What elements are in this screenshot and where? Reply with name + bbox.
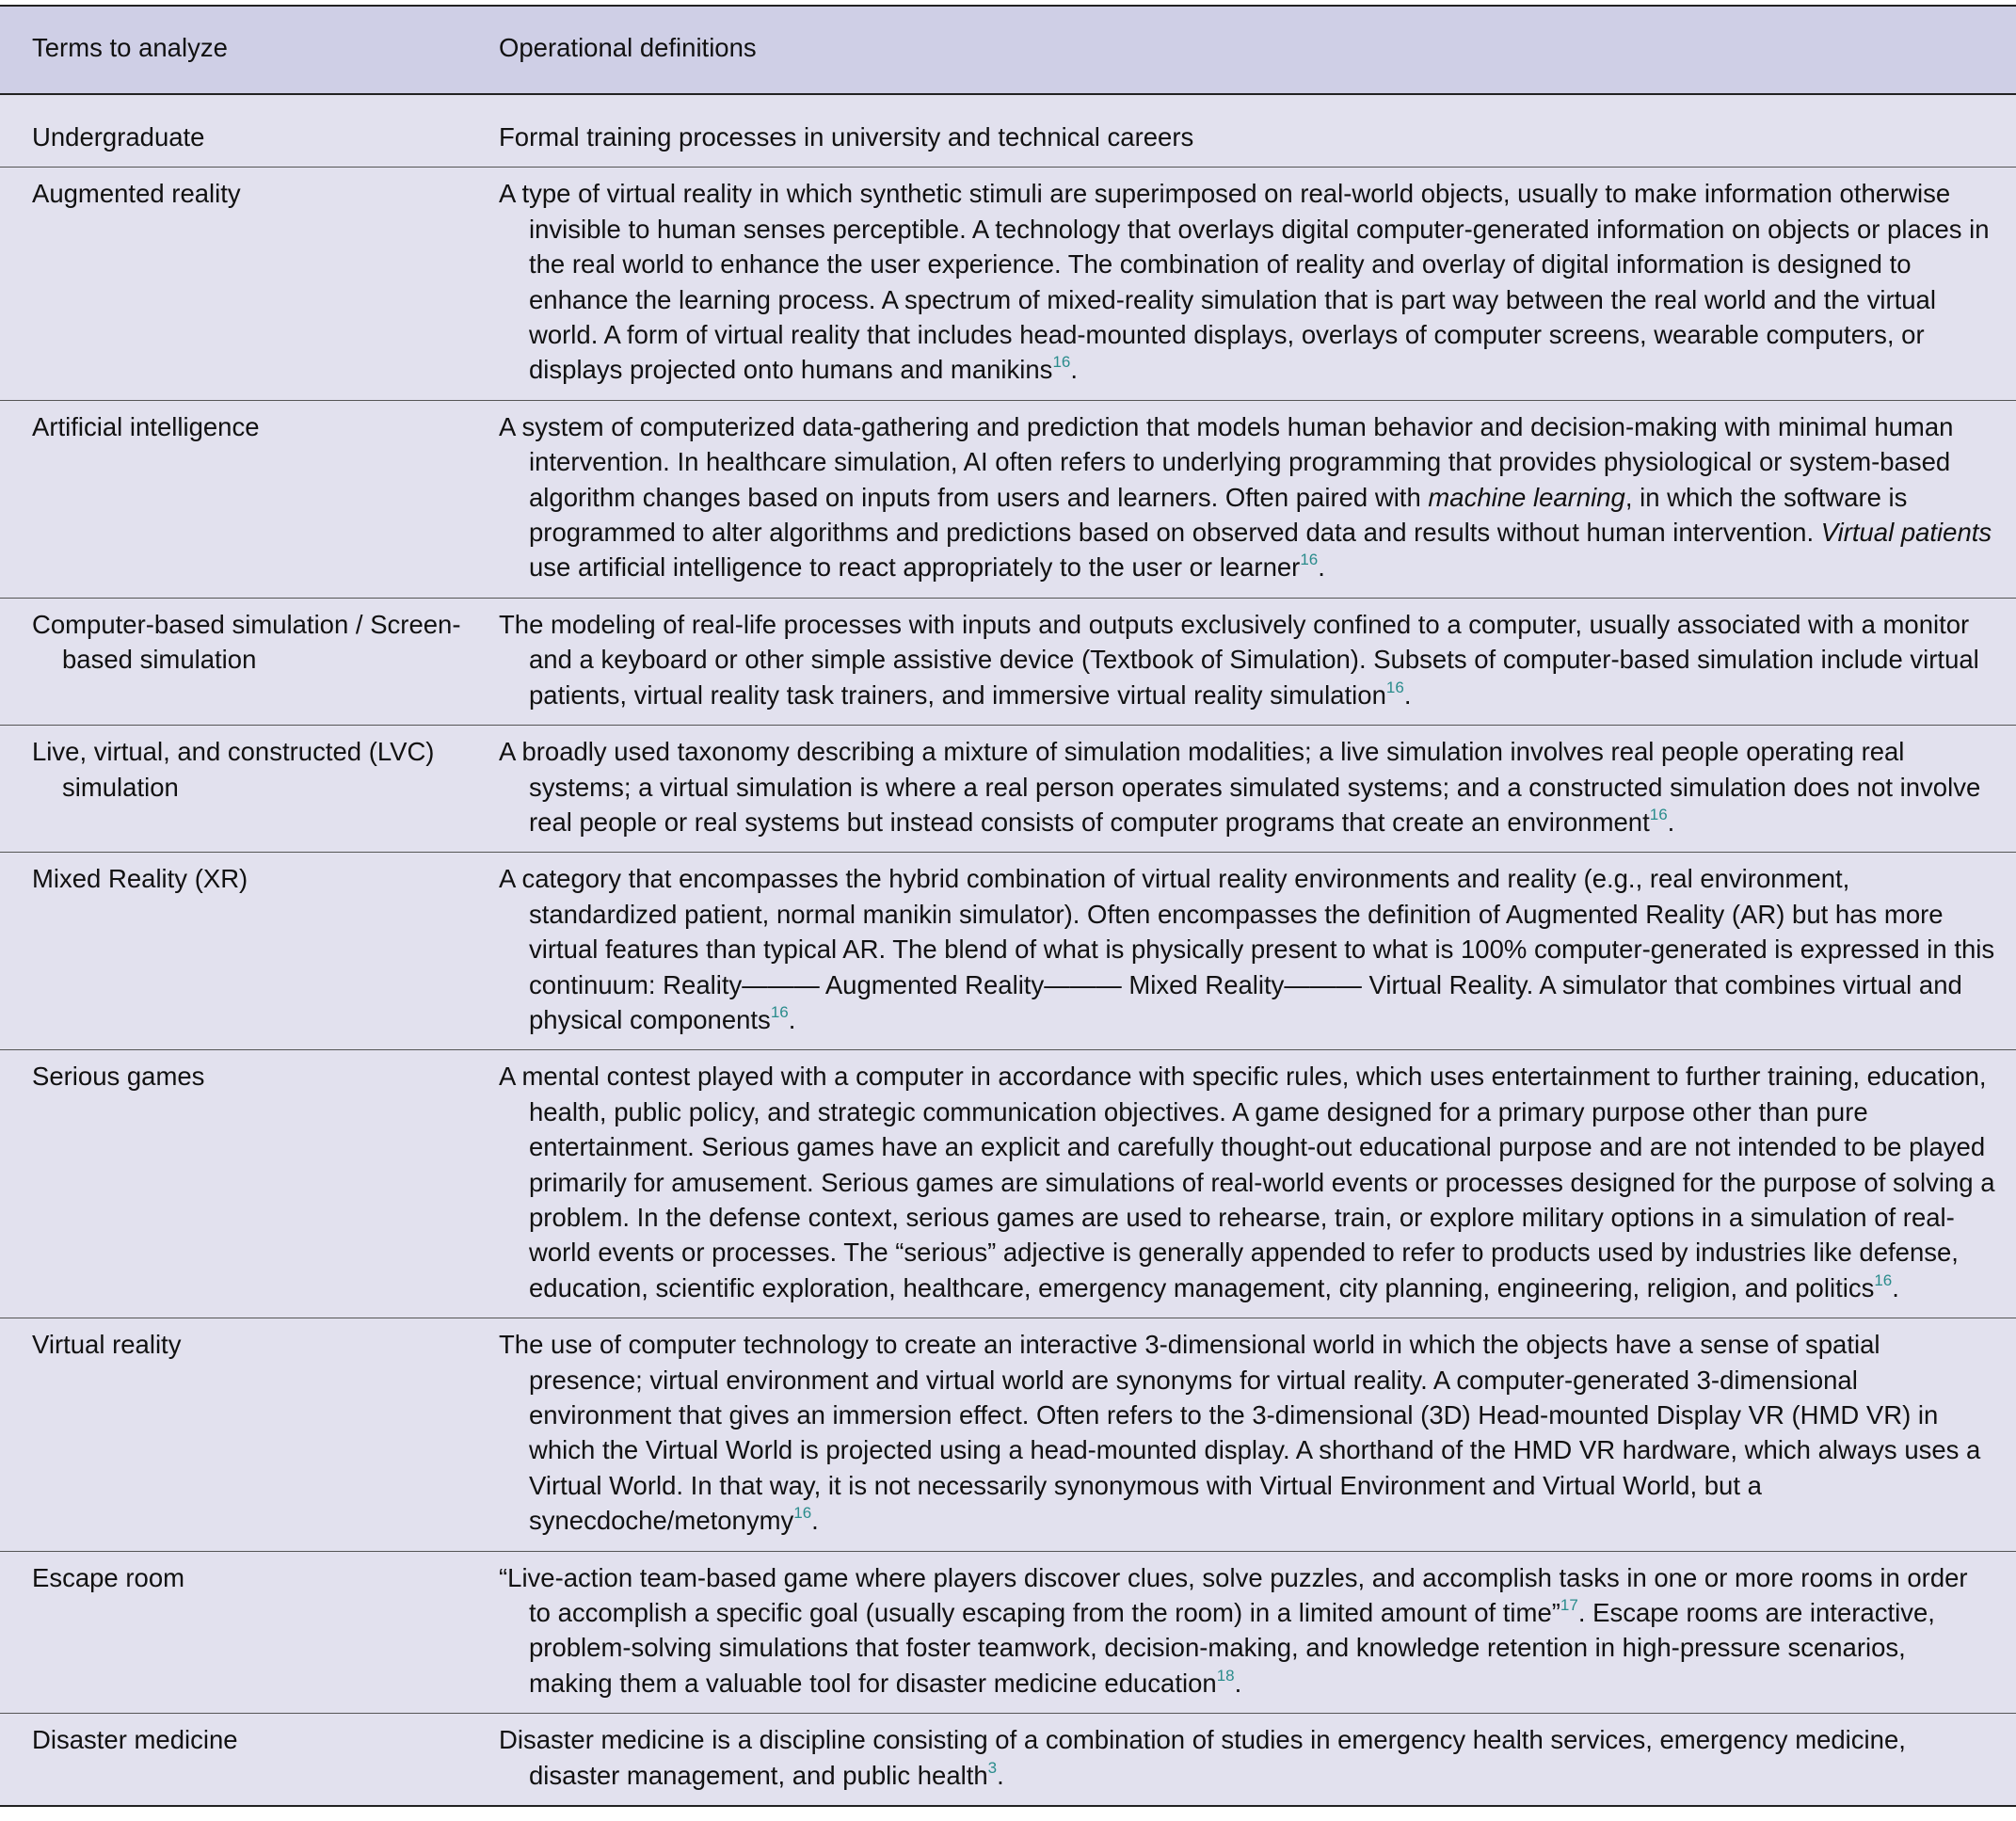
term-cell <box>0 1050 499 1318</box>
term-cell <box>0 1551 499 1714</box>
definition-cell <box>499 726 2016 853</box>
header-row <box>0 6 2016 94</box>
reference-superscript: 16 <box>1052 353 1071 372</box>
definition-cell <box>499 168 2016 400</box>
definition-segment: Disaster medicine is a discipline consisting of a combination of studies in emergency health services, emergency medicine, disaster management, and public health <box>499 1725 1906 1790</box>
definition-segment: “Live-action team-based game where players discover clues, solve puzzles, and accomplish tasks in one or more rooms in order to accomplish a specific goal (usually escaping from the room) in a limited amount of time” <box>499 1562 1968 1628</box>
definition-italic-term: Virtual patients <box>1820 518 1992 548</box>
table-row <box>0 1551 2016 1714</box>
definition-text <box>499 1722 1995 1793</box>
table-row <box>0 598 2016 725</box>
definition-text <box>499 607 1995 712</box>
reference-superscript: 17 <box>1560 1596 1578 1615</box>
reference-superscript: 3 <box>987 1758 998 1777</box>
definition-segment: The use of computer technology to create an interactive 3-dimensional world in which the objects have a sense of spatial presence; virtual environment and virtual world are synonyms for virtual reality. A computer-generated 3-dimensional environment that gives an immersion effect. Often refers to the 3-dimensional (3D) Head-mounted Display VR (HMD VR) in which the Virtual World is projected using a head-mounted display. A shorthand of the HMD VR hardware, which always uses a Virtual World. In that way, it is not necessarily synonymous with Virtual Environment and Virtual World, but a synecdoche/metonymy <box>499 1330 1981 1536</box>
term-text: Virtual reality <box>32 1330 182 1360</box>
term-text: Serious games <box>32 1062 205 1092</box>
term-text: Escape room <box>32 1562 185 1592</box>
term-cell <box>0 1714 499 1806</box>
definition-segment: . <box>811 1506 819 1536</box>
term-cell <box>0 598 499 725</box>
definition-text <box>499 176 1995 387</box>
table-row <box>0 94 2016 168</box>
definition-segment: . Escape rooms are interactive, problem-solving simulations that foster teamwork, decision-making, and knowledge retention in high-pressure scenarios, making them a valuable tool for disaster medicine education <box>529 1598 1935 1698</box>
definition-segment: . <box>1667 807 1675 837</box>
definition-segment: . <box>788 1004 796 1034</box>
term-cell <box>0 168 499 400</box>
definition-cell <box>499 1318 2016 1551</box>
definition-cell <box>499 853 2016 1050</box>
term-text: Augmented reality <box>32 179 241 209</box>
definition-cell <box>499 1050 2016 1318</box>
table-row <box>0 726 2016 853</box>
definition-segment: A type of virtual reality in which synthetic stimuli are superimposed on real-world objects, usually to make information otherwise invisible to human senses perceptible. A technology that overlays digital computer-generated information on objects or places in the real world to enhance the user experience. The combination of reality and overlay of digital information is designed to enhance the learning process. A spectrum of mixed-reality simulation that is part way between the real world and the virtual world. A form of virtual reality that includes head-mounted displays, overlays of computer screens, wearable computers, or displays projected onto humans and manikins <box>499 179 1990 385</box>
definition-segment: . <box>1234 1668 1242 1698</box>
definition-segment: use artificial intelligence to react appropriately to the user or learner <box>529 552 1301 583</box>
header-terms: Terms to analyze <box>0 6 499 94</box>
table-row <box>0 400 2016 598</box>
definition-segment: . <box>1318 552 1325 583</box>
definition-cell <box>499 94 2016 168</box>
definition-text <box>499 120 1995 154</box>
reference-superscript: 16 <box>793 1504 812 1523</box>
definition-segment: A mental contest played with a computer in accordance with specific rules, which uses entertainment to further training, education, health, public policy, and strategic communication objectives. A game designed for a primary purpose other than pure entertainment. Serious games have an explicit and carefully thought-out educational purpose and are not intended to be played primarily for amusement. Serious games are simulations of real-world events or processes designed for the purpose of solving a problem. In the defense context, serious games are used to rehearse, train, or explore military options in a simulation of real-world events or processes. The “serious” adjective is generally appended to refer to products used by industries like defense, education, scientific exploration, healthcare, emergency management, city planning, engineering, religion, and politics <box>499 1062 1995 1302</box>
definition-segment: A broadly used taxonomy describing a mixture of simulation modalities; a live simulation involves real people operating real systems; a virtual simulation is where a real person operates simulated systems; and a constructed simulation does not involve real people or real systems but instead consists of computer programs that create an environment <box>499 737 1981 837</box>
table-row <box>0 1714 2016 1806</box>
reference-superscript: 16 <box>770 1002 789 1021</box>
table-row <box>0 168 2016 400</box>
definition-segment: . <box>1892 1272 1899 1302</box>
reference-superscript: 16 <box>1649 805 1668 823</box>
definition-cell <box>499 1551 2016 1714</box>
definition-text <box>499 734 1995 839</box>
table-row <box>0 1050 2016 1318</box>
definition-segment: . <box>1403 679 1412 710</box>
definition-cell <box>499 400 2016 598</box>
term-text: Artificial intelligence <box>32 411 260 441</box>
definition-segment: The modeling of real-life processes with inputs and outputs exclusively confined to a computer, usually associated with a monitor and a keyboard or other simple assistive device (Textbook of Simulation). Subsets of computer-based simulation include virtual patients, virtual reality task trainers, and immersive virtual reality simulation <box>499 609 1979 710</box>
definition-segment: , in which the software is programmed to alter algorithms and predictions based on observed data and results without human intervention. <box>529 482 1908 548</box>
definition-text <box>499 1059 1995 1305</box>
reference-superscript: 18 <box>1216 1666 1235 1685</box>
definition-cell <box>499 598 2016 725</box>
term-text: Disaster medicine <box>32 1725 238 1755</box>
table-header <box>0 6 2016 94</box>
definition-text <box>499 1327 1995 1538</box>
reference-superscript: 16 <box>1300 551 1319 569</box>
reference-superscript: 16 <box>1874 1270 1893 1289</box>
term-text: Live, virtual, and constructed (LVC) simulation <box>32 737 435 802</box>
term-text: Mixed Reality (XR) <box>32 864 248 894</box>
table-row <box>0 853 2016 1050</box>
definition-text <box>499 861 1995 1037</box>
term-cell <box>0 726 499 853</box>
definition-segment: Formal training processes in university and technical careers <box>499 122 1194 152</box>
term-cell <box>0 400 499 598</box>
definition-segment: . <box>1070 355 1078 385</box>
definition-text <box>499 1560 1995 1701</box>
definition-segment: A system of computerized data-gathering and prediction that models human behavior and decision-making with minimal human intervention. In healthcare simulation, AI often refers to underlying programming that provides physiological or system-based algorithm changes based on inputs from users and learners. Often paired with <box>499 411 1954 512</box>
table-row <box>0 1318 2016 1551</box>
definition-italic-term: machine learning <box>1428 482 1625 512</box>
definition-cell <box>499 1714 2016 1806</box>
term-cell <box>0 1318 499 1551</box>
definition-text <box>499 409 1995 585</box>
definitions-table <box>0 5 2016 1807</box>
term-text: Computer-based simulation / Screen-based simulation <box>32 609 461 675</box>
header-definitions: Operational definitions <box>499 6 2016 94</box>
table-body <box>0 94 2016 1806</box>
definition-segment: . <box>997 1760 1004 1790</box>
term-cell <box>0 853 499 1050</box>
reference-superscript: 16 <box>1385 678 1404 696</box>
term-cell <box>0 94 499 168</box>
definition-segment: A category that encompasses the hybrid combination of virtual reality environments and reality (e.g., real environment, standardized patient, normal manikin simulator). Often encompasses the definition of Augmented Reality (AR) but has more virtual features than typical AR. The blend of what is physically present to what is 100% computer-generated is expressed in this continuum: Reality——— Augmented Reality——— Mixed Reality——— Virtual Reality. A simulator that combines virtual and physical components <box>499 864 1995 1034</box>
term-text: Undergraduate <box>32 122 205 152</box>
